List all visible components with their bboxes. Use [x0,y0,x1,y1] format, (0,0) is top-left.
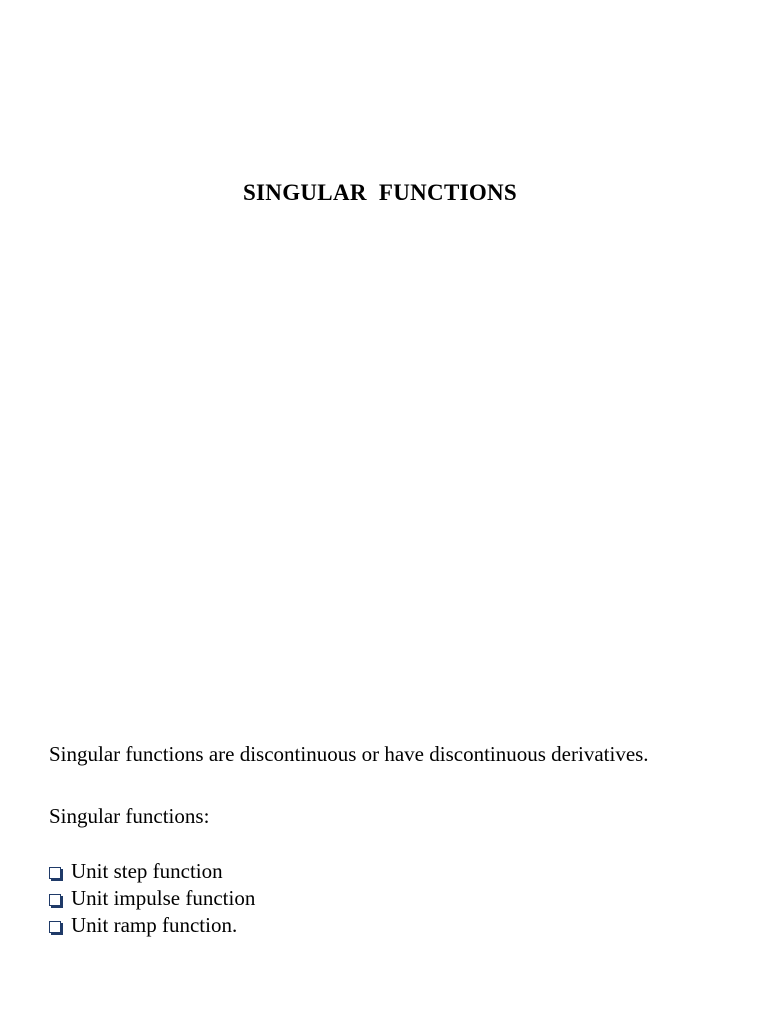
list-item-label: Unit ramp function. [71,913,238,937]
list-item-label: Unit impulse function [71,886,256,910]
list-item [49,858,255,885]
checkbox-bullet-icon [49,867,61,879]
page-title: SINGULAR FUNCTIONS [242,180,518,205]
intro-paragraph: Singular functions are discontinuous or have discontinuous derivatives. [49,742,649,766]
list-item [49,912,255,939]
checkbox-bullet-icon [49,894,61,906]
checkbox-bullet-icon [49,921,61,933]
list-item [49,885,255,912]
list-heading: Singular functions: [49,804,210,828]
function-list [49,858,255,939]
list-item-label: Unit step function [71,859,223,883]
